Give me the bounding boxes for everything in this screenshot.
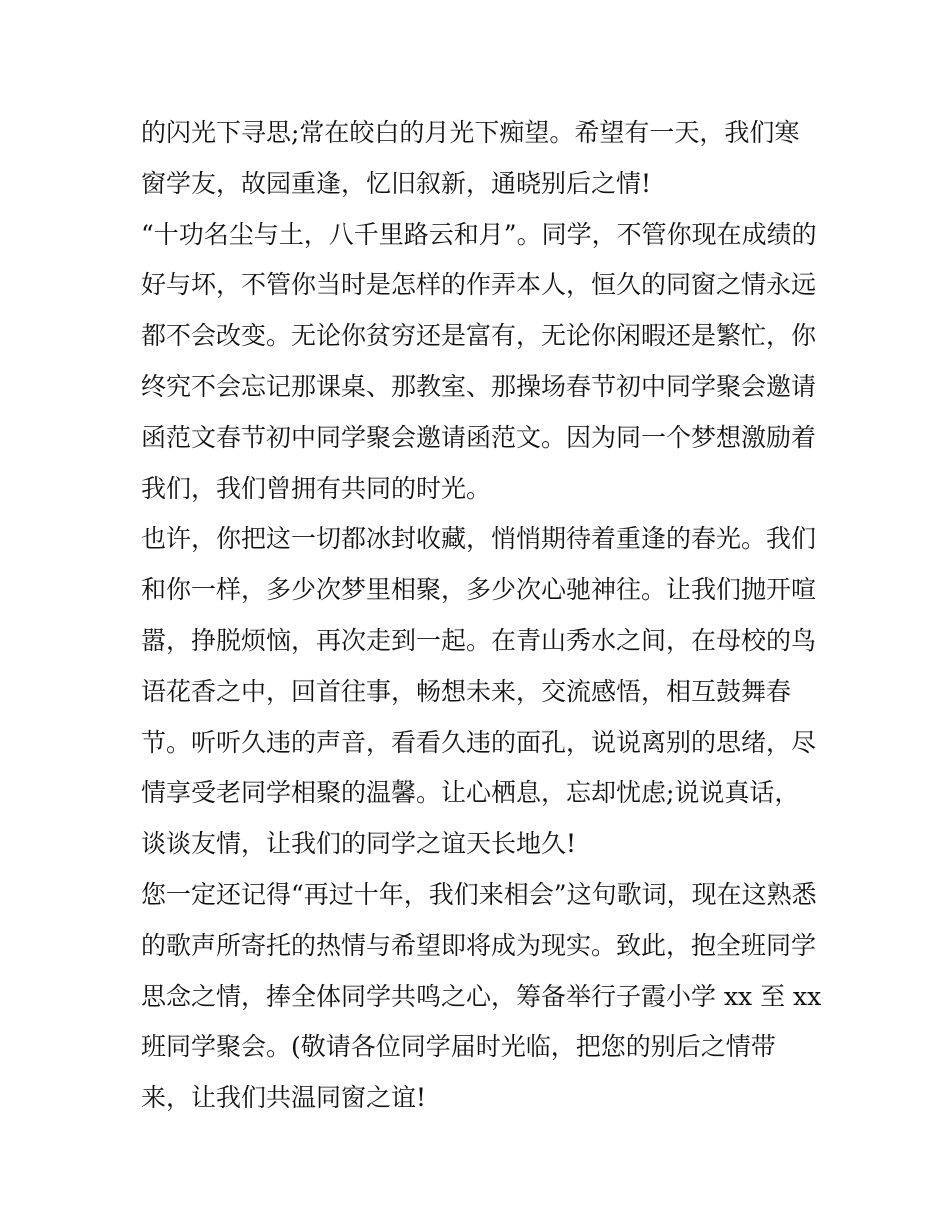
text-line: 好与坏，不管你当时是怎样的作弄本人，恒久的同窗之情永远 <box>141 270 817 300</box>
text-line: 谈谈友情，让我们的同学之谊天长地久! <box>141 829 577 859</box>
text-line: 节。听听久违的声音，看看久违的面孔，说说离别的思绪，尽 <box>141 727 817 757</box>
text-line: 函范文春节初中同学聚会邀请函范文。因为同一个梦想激励着 <box>141 422 817 452</box>
text-line: 和你一样，多少次梦里相聚，多少次心驰神往。让我们抛开喧 <box>141 575 817 605</box>
text-line: 也许，你把这一切都冰封收藏，悄悄期待着重逢的春光。我们 <box>141 524 817 554</box>
text-line: 情享受老同学相聚的温馨。让心栖息，忘却忧虑;说说真话， <box>141 778 800 808</box>
text-line: 来，让我们共温同窗之谊! <box>141 1083 427 1113</box>
text-line: “十功名尘与土，八千里路云和月”。同学，不管你现在成绩的 <box>141 219 817 249</box>
text-line: 语花香之中，回首往事，畅想未来，交流感悟，相互鼓舞春 <box>141 676 792 706</box>
text-line: 窗学友，故园重逢，忆旧叙新，通晓别后之情! <box>141 168 652 198</box>
document-body <box>141 108 821 1124</box>
text-line: 班同学聚会。(敬请各位同学届时光临，把您的别后之情带 <box>141 1032 776 1062</box>
text-line: 的闪光下寻思;常在皎白的月光下痴望。希望有一天，我们寒 <box>141 118 800 147</box>
text-line: 思念之情，捧全体同学共鸣之心，筹备举行子霞小学 xx 至 xx <box>141 981 822 1011</box>
text-line: 的歌声所寄托的热情与希望即将成为现实。致此，抱全班同学 <box>141 930 817 960</box>
text-line: 您一定还记得“再过十年，我们来相会”这句歌词，现在这熟悉 <box>141 879 817 909</box>
text-line: 都不会改变。无论你贫穷还是富有，无论你闲暇还是繁忙，你 <box>141 321 817 351</box>
text-line: 我们，我们曾拥有共同的时光。 <box>141 473 492 503</box>
text-line: 终究不会忘记那课桌、那教室、那操场春节初中同学聚会邀请 <box>141 371 817 401</box>
text-line: 嚣，挣脱烦恼，再次走到一起。在青山秀水之间，在母校的鸟 <box>141 625 817 655</box>
